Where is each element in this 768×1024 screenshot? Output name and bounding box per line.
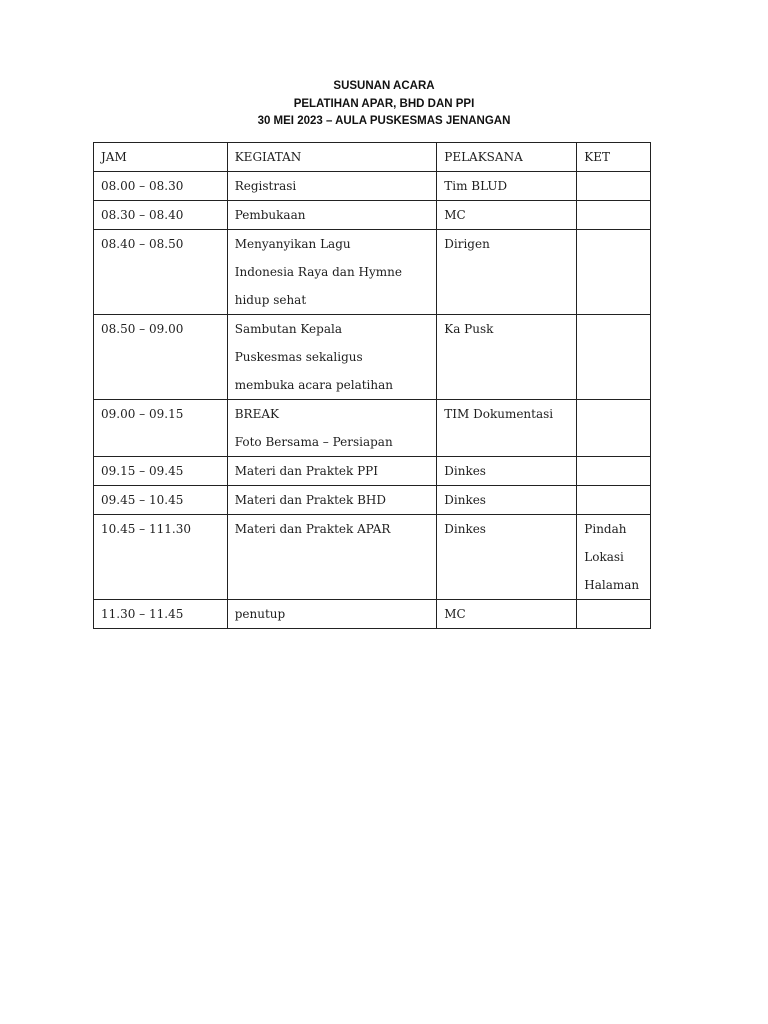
table-row [94, 315, 651, 400]
cell-pelaksana: Tim BLUD [437, 172, 577, 201]
column-header-pelaksana: PELAKSANA [437, 143, 577, 172]
table-row [94, 201, 651, 230]
cell-kegiatan [227, 457, 437, 486]
ket-line: Lokasi [584, 550, 624, 564]
cell-ket [577, 515, 651, 600]
cell-pelaksana: Dirigen [437, 230, 577, 315]
cell-jam: 08.30 – 08.40 [94, 201, 228, 230]
cell-ket [577, 457, 651, 486]
cell-kegiatan [227, 172, 437, 201]
cell-ket [577, 172, 651, 201]
cell-kegiatan [227, 400, 437, 457]
cell-jam: 11.30 – 11.45 [94, 600, 228, 629]
table-row [94, 600, 651, 629]
kegiatan-line: Indonesia Raya dan Hymne [234, 265, 402, 279]
ket-line: Halaman [584, 578, 640, 592]
cell-jam: 10.45 – 111.30 [94, 515, 228, 600]
column-header-jam: JAM [94, 143, 228, 172]
cell-jam: 08.40 – 08.50 [94, 230, 228, 315]
kegiatan-line: Foto Bersama – Persiapan [234, 435, 393, 449]
cell-jam: 08.00 – 08.30 [94, 172, 228, 201]
schedule-table [93, 142, 651, 629]
cell-ket [577, 201, 651, 230]
column-header-ket: KET [577, 143, 651, 172]
heading-subtitle: PELATIHAN APAR, BHD DAN PPI [293, 97, 475, 110]
cell-pelaksana: MC [437, 201, 577, 230]
cell-kegiatan [227, 515, 437, 600]
cell-jam: 09.00 – 09.15 [94, 400, 228, 457]
table-row [94, 230, 651, 315]
cell-ket [577, 600, 651, 629]
kegiatan-line: Pembukaan [234, 208, 306, 222]
cell-kegiatan [227, 230, 437, 315]
schedule-rows [94, 172, 651, 629]
kegiatan-line: membuka acara pelatihan [234, 378, 394, 392]
kegiatan-line: Menyanyikan Lagu [234, 237, 351, 251]
heading-date-venue: 30 MEI 2023 – AULA PUSKESMAS JENANGAN [257, 115, 511, 127]
cell-kegiatan [227, 600, 437, 629]
ket-line: Pindah [584, 522, 627, 536]
cell-pelaksana: Ka Pusk [437, 315, 577, 400]
kegiatan-line: Materi dan Praktek APAR [234, 522, 391, 536]
cell-ket [577, 486, 651, 515]
cell-jam: 09.45 – 10.45 [94, 486, 228, 515]
kegiatan-line: penutup [234, 607, 286, 621]
cell-pelaksana: TIM Dokumentasi [437, 400, 577, 457]
kegiatan-line: Registrasi [234, 179, 297, 193]
kegiatan-line: Materi dan Praktek BHD [234, 493, 387, 507]
cell-pelaksana: Dinkes [437, 515, 577, 600]
kegiatan-line: BREAK [234, 407, 279, 421]
cell-pelaksana: Dinkes [437, 457, 577, 486]
cell-kegiatan [227, 201, 437, 230]
table-row [94, 457, 651, 486]
cell-ket [577, 315, 651, 400]
kegiatan-line: hidup sehat [234, 293, 307, 307]
cell-ket [577, 400, 651, 457]
kegiatan-line: Sambutan Kepala [234, 322, 342, 336]
table-row [94, 486, 651, 515]
cell-pelaksana: Dinkes [437, 486, 577, 515]
kegiatan-line: Materi dan Praktek PPI [234, 464, 378, 478]
table-row [94, 400, 651, 457]
cell-pelaksana: MC [437, 600, 577, 629]
heading-title: SUSUNAN ACARA [333, 80, 435, 92]
cell-ket [577, 230, 651, 315]
table-row [94, 172, 651, 201]
cell-jam: 09.15 – 09.45 [94, 457, 228, 486]
table-row [94, 515, 651, 600]
cell-kegiatan [227, 315, 437, 400]
kegiatan-line: Puskesmas sekaligus [234, 350, 363, 364]
column-header-kegiatan: KEGIATAN [227, 143, 437, 172]
cell-kegiatan [227, 486, 437, 515]
document-heading [0, 78, 768, 131]
cell-jam: 08.50 – 09.00 [94, 315, 228, 400]
table-header-row [94, 143, 651, 172]
